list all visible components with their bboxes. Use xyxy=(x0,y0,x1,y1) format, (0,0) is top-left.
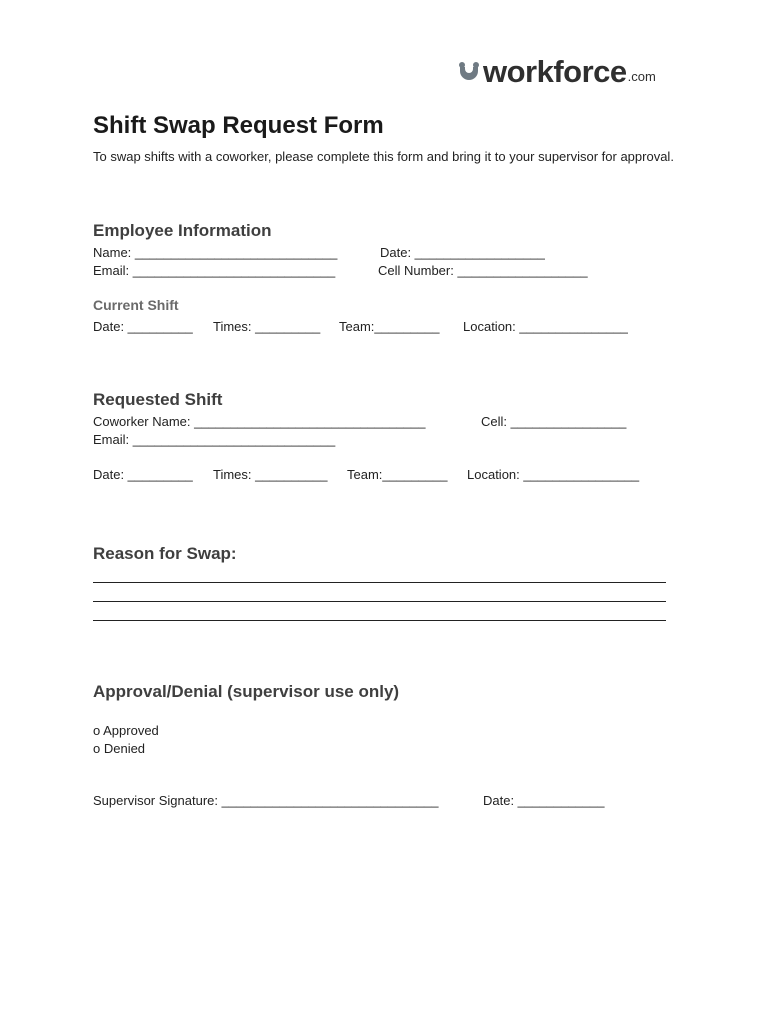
page-title: Shift Swap Request Form xyxy=(93,112,384,139)
employee-cell-field[interactable]: Cell Number: __________________ xyxy=(378,263,588,278)
requested-date-field[interactable]: Date: _________ xyxy=(93,467,193,482)
coworker-cell-field[interactable]: Cell: ________________ xyxy=(481,414,627,429)
requested-team-field[interactable]: Team:_________ xyxy=(347,467,448,482)
coworker-email-field[interactable]: Email: ____________________________ xyxy=(93,432,336,447)
reason-heading: Reason for Swap: xyxy=(93,544,237,563)
employee-email-field[interactable]: Email: ____________________________ xyxy=(93,263,336,278)
requested-location-field[interactable]: Location: ________________ xyxy=(467,467,640,482)
reason-line-1[interactable] xyxy=(93,568,666,583)
smile-logo-icon xyxy=(458,62,480,84)
approved-option[interactable]: o Approved xyxy=(93,723,159,738)
employee-date-field[interactable]: Date: __________________ xyxy=(380,245,545,260)
denied-option[interactable]: o Denied xyxy=(93,741,146,756)
current-shift-heading: Current Shift xyxy=(93,297,179,313)
current-date-field[interactable]: Date: _________ xyxy=(93,319,193,334)
current-location-field[interactable]: Location: _______________ xyxy=(463,319,628,334)
reason-line-3[interactable] xyxy=(93,606,666,621)
logo-wordmark: workforce xyxy=(483,54,627,89)
employee-name-field[interactable]: Name: ____________________________ xyxy=(93,245,338,260)
requested-times-field[interactable]: Times: __________ xyxy=(213,467,328,482)
coworker-name-field[interactable]: Coworker Name: ________________________________ xyxy=(93,414,426,429)
employee-info-heading: Employee Information xyxy=(93,221,272,240)
approval-heading: Approval/Denial (supervisor use only) xyxy=(93,682,400,701)
supervisor-date-field[interactable]: Date: ____________ xyxy=(483,793,605,808)
current-times-field[interactable]: Times: _________ xyxy=(213,319,321,334)
reason-line-2[interactable] xyxy=(93,587,666,602)
logo-suffix: .com xyxy=(627,69,656,84)
supervisor-signature-field[interactable]: Supervisor Signature: ______________________________ xyxy=(93,793,439,808)
intro-text: To swap shifts with a coworker, please complete this form and bring it to your supervisor for approval. xyxy=(93,149,674,164)
workforce-logo xyxy=(458,54,656,88)
requested-shift-heading: Requested Shift xyxy=(93,390,223,409)
current-team-field[interactable]: Team:_________ xyxy=(339,319,440,334)
